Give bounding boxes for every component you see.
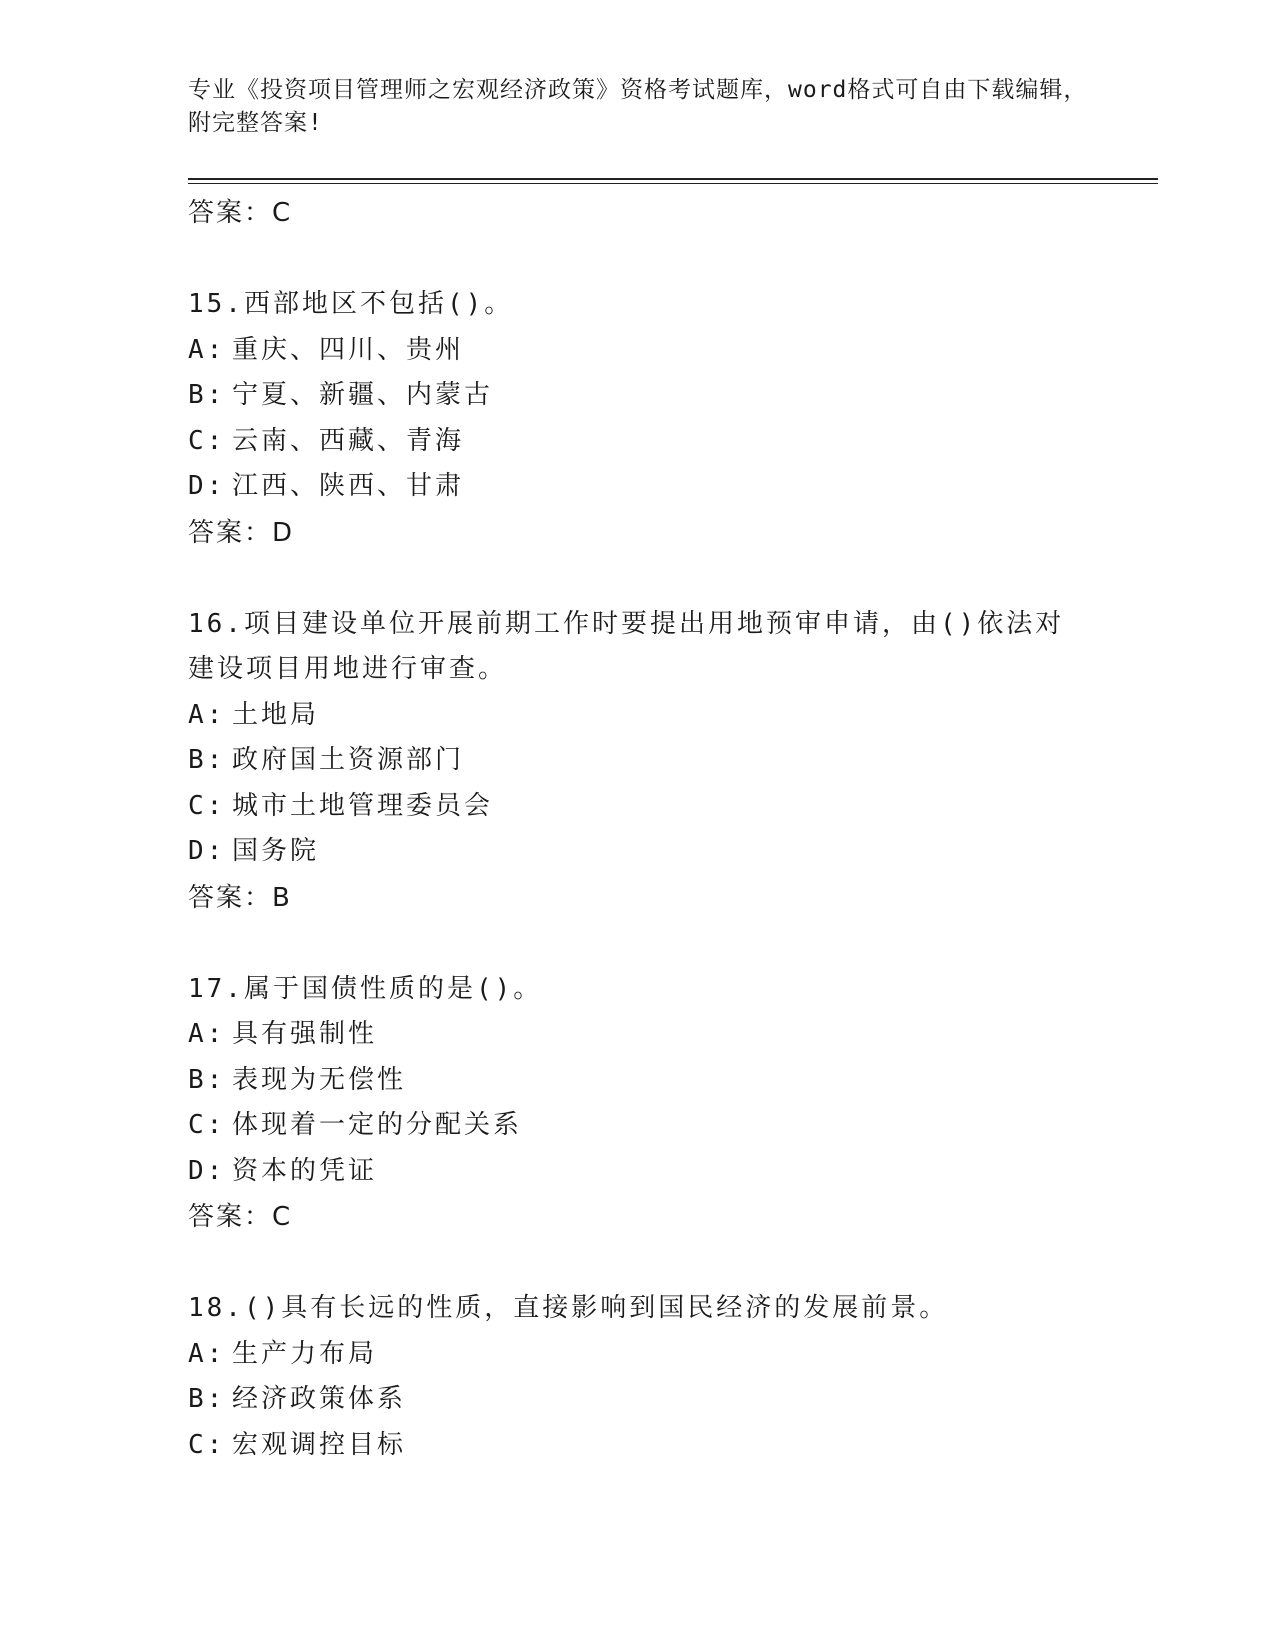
answer-line: 答案：B — [188, 882, 292, 913]
option-c — [188, 1103, 1088, 1149]
option-text: 重庆、四川、贵州 — [232, 334, 465, 365]
option-key: B: — [188, 1064, 226, 1095]
option-c — [188, 419, 1088, 465]
spacer — [188, 236, 1088, 282]
header-rule — [188, 178, 1158, 180]
option-text: 宁夏、新疆、内蒙古 — [232, 380, 494, 410]
option-a — [188, 1012, 1088, 1058]
option-b — [188, 1377, 1088, 1423]
answer-line: 答案：D — [188, 517, 295, 548]
answer-line: 答案：C — [188, 1202, 293, 1232]
spacer — [188, 921, 1088, 967]
option-key: A: — [188, 334, 226, 365]
option-key: D: — [188, 836, 226, 866]
question-block — [188, 282, 1088, 556]
question-stem: 15.西部地区不包括()。 — [188, 289, 514, 319]
option-text: 生产力布局 — [232, 1338, 378, 1369]
question-block — [188, 602, 1088, 921]
option-d — [188, 464, 1088, 510]
option-key: C: — [188, 425, 226, 456]
question-block — [188, 967, 1088, 1241]
option-key: D: — [188, 471, 226, 501]
option-c — [188, 784, 1088, 830]
question-block — [188, 1286, 1088, 1468]
answer-line: 答案：C — [188, 198, 293, 228]
option-b — [188, 373, 1088, 419]
option-key: B: — [188, 1384, 226, 1414]
option-key: C: — [188, 790, 226, 821]
document-body — [188, 190, 1088, 1468]
option-text: 城市土地管理委员会 — [232, 790, 494, 821]
option-a — [188, 1332, 1088, 1378]
option-b — [188, 1058, 1088, 1104]
option-text: 国务院 — [232, 836, 320, 866]
option-c — [188, 1423, 1088, 1469]
option-key: C: — [188, 1429, 226, 1460]
document-header: 专业《投资项目管理师之宏观经济政策》资格考试题库，word格式可自由下载编辑，附完整答案! — [188, 77, 1088, 136]
question-stem: 16.项目建设单位开展前期工作时要提出用地预审申请，由()依法对建设项目用地进行审查。 — [188, 608, 1065, 684]
option-text: 体现着一定的分配关系 — [232, 1110, 523, 1140]
option-key: A: — [188, 1019, 226, 1049]
option-text: 宏观调控目标 — [232, 1429, 407, 1460]
option-text: 云南、西藏、青海 — [232, 425, 465, 456]
spacer — [188, 556, 1088, 602]
option-text: 土地局 — [232, 699, 320, 730]
option-key: A: — [188, 699, 226, 730]
question-stem: 17.属于国债性质的是()。 — [188, 973, 543, 1004]
spacer — [188, 1240, 1088, 1286]
question-stem: 18.()具有长远的性质，直接影响到国民经济的发展前景。 — [188, 1293, 949, 1323]
option-d — [188, 1149, 1088, 1195]
option-key: C: — [188, 1110, 226, 1140]
option-a — [188, 693, 1088, 739]
option-text: 表现为无偿性 — [232, 1064, 407, 1095]
option-text: 资本的凭证 — [232, 1155, 378, 1186]
option-a — [188, 328, 1088, 374]
option-text: 具有强制性 — [232, 1019, 378, 1049]
option-key: D: — [188, 1155, 226, 1186]
option-text: 江西、陕西、甘肃 — [232, 471, 465, 501]
option-d — [188, 829, 1088, 875]
option-key: A: — [188, 1338, 226, 1369]
option-text: 政府国土资源部门 — [232, 745, 465, 775]
option-key: B: — [188, 745, 226, 775]
option-b — [188, 738, 1088, 784]
option-text: 经济政策体系 — [232, 1384, 407, 1414]
header-rule-thin — [188, 183, 1158, 184]
option-key: B: — [188, 380, 226, 410]
